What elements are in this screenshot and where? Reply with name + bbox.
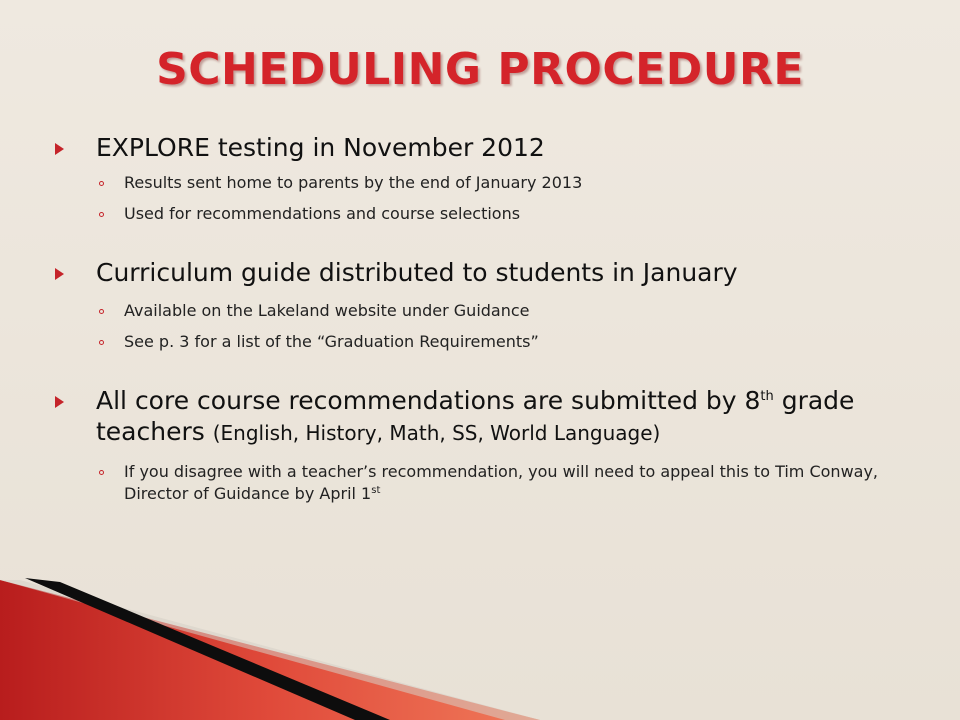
slide-title: SCHEDULING PROCEDURE — [156, 44, 804, 95]
arrow-bullet-icon — [55, 396, 64, 408]
ring-bullet-icon — [99, 340, 104, 345]
sub-bullet-recommendations — [50, 203, 910, 225]
ordinal-suffix: st — [371, 485, 381, 496]
sub-bullet-website — [50, 300, 910, 322]
bullet-text: Curriculum guide distributed to students in January — [96, 258, 738, 287]
ring-bullet-icon — [99, 212, 104, 217]
arrow-bullet-icon — [55, 268, 64, 280]
sub-bullet-text: See p. 3 for a list of the “Graduation Requirements” — [124, 332, 539, 351]
bullet-text-cont: grade teachers — [96, 386, 855, 446]
ring-bullet-icon — [99, 309, 104, 314]
bullet-text: EXPLORE testing in November 2012 — [96, 133, 545, 162]
corner-decoration — [0, 560, 560, 720]
ring-bullet-icon — [99, 470, 104, 475]
sub-bullet-appeal — [50, 461, 910, 505]
bullet-core-course-recommendations — [50, 385, 910, 449]
sub-bullet-text: If you disagree with a teacher’s recommendation, you will need to appeal this to Tim Conway, Director of Guidance by April 1 — [124, 462, 879, 503]
bullet-subjects: (English, History, Math, SS, World Language) — [212, 421, 661, 445]
sub-bullet-text: Results sent home to parents by the end of January 2013 — [124, 173, 583, 192]
sub-bullet-text: Used for recommendations and course selections — [124, 204, 521, 223]
ring-bullet-icon — [99, 181, 104, 186]
sub-bullet-results — [50, 172, 910, 194]
bullet-explore-testing — [50, 132, 910, 163]
bullet-list — [50, 130, 910, 505]
ordinal-suffix: th — [760, 389, 774, 404]
bullet-curriculum-guide — [50, 257, 910, 288]
sub-bullet-graduation-requirements — [50, 331, 910, 353]
sub-bullet-text: Available on the Lakeland website under Guidance — [124, 301, 530, 320]
arrow-bullet-icon — [55, 143, 64, 155]
bullet-text: All core course recommendations are submitted by 8 — [96, 386, 761, 415]
